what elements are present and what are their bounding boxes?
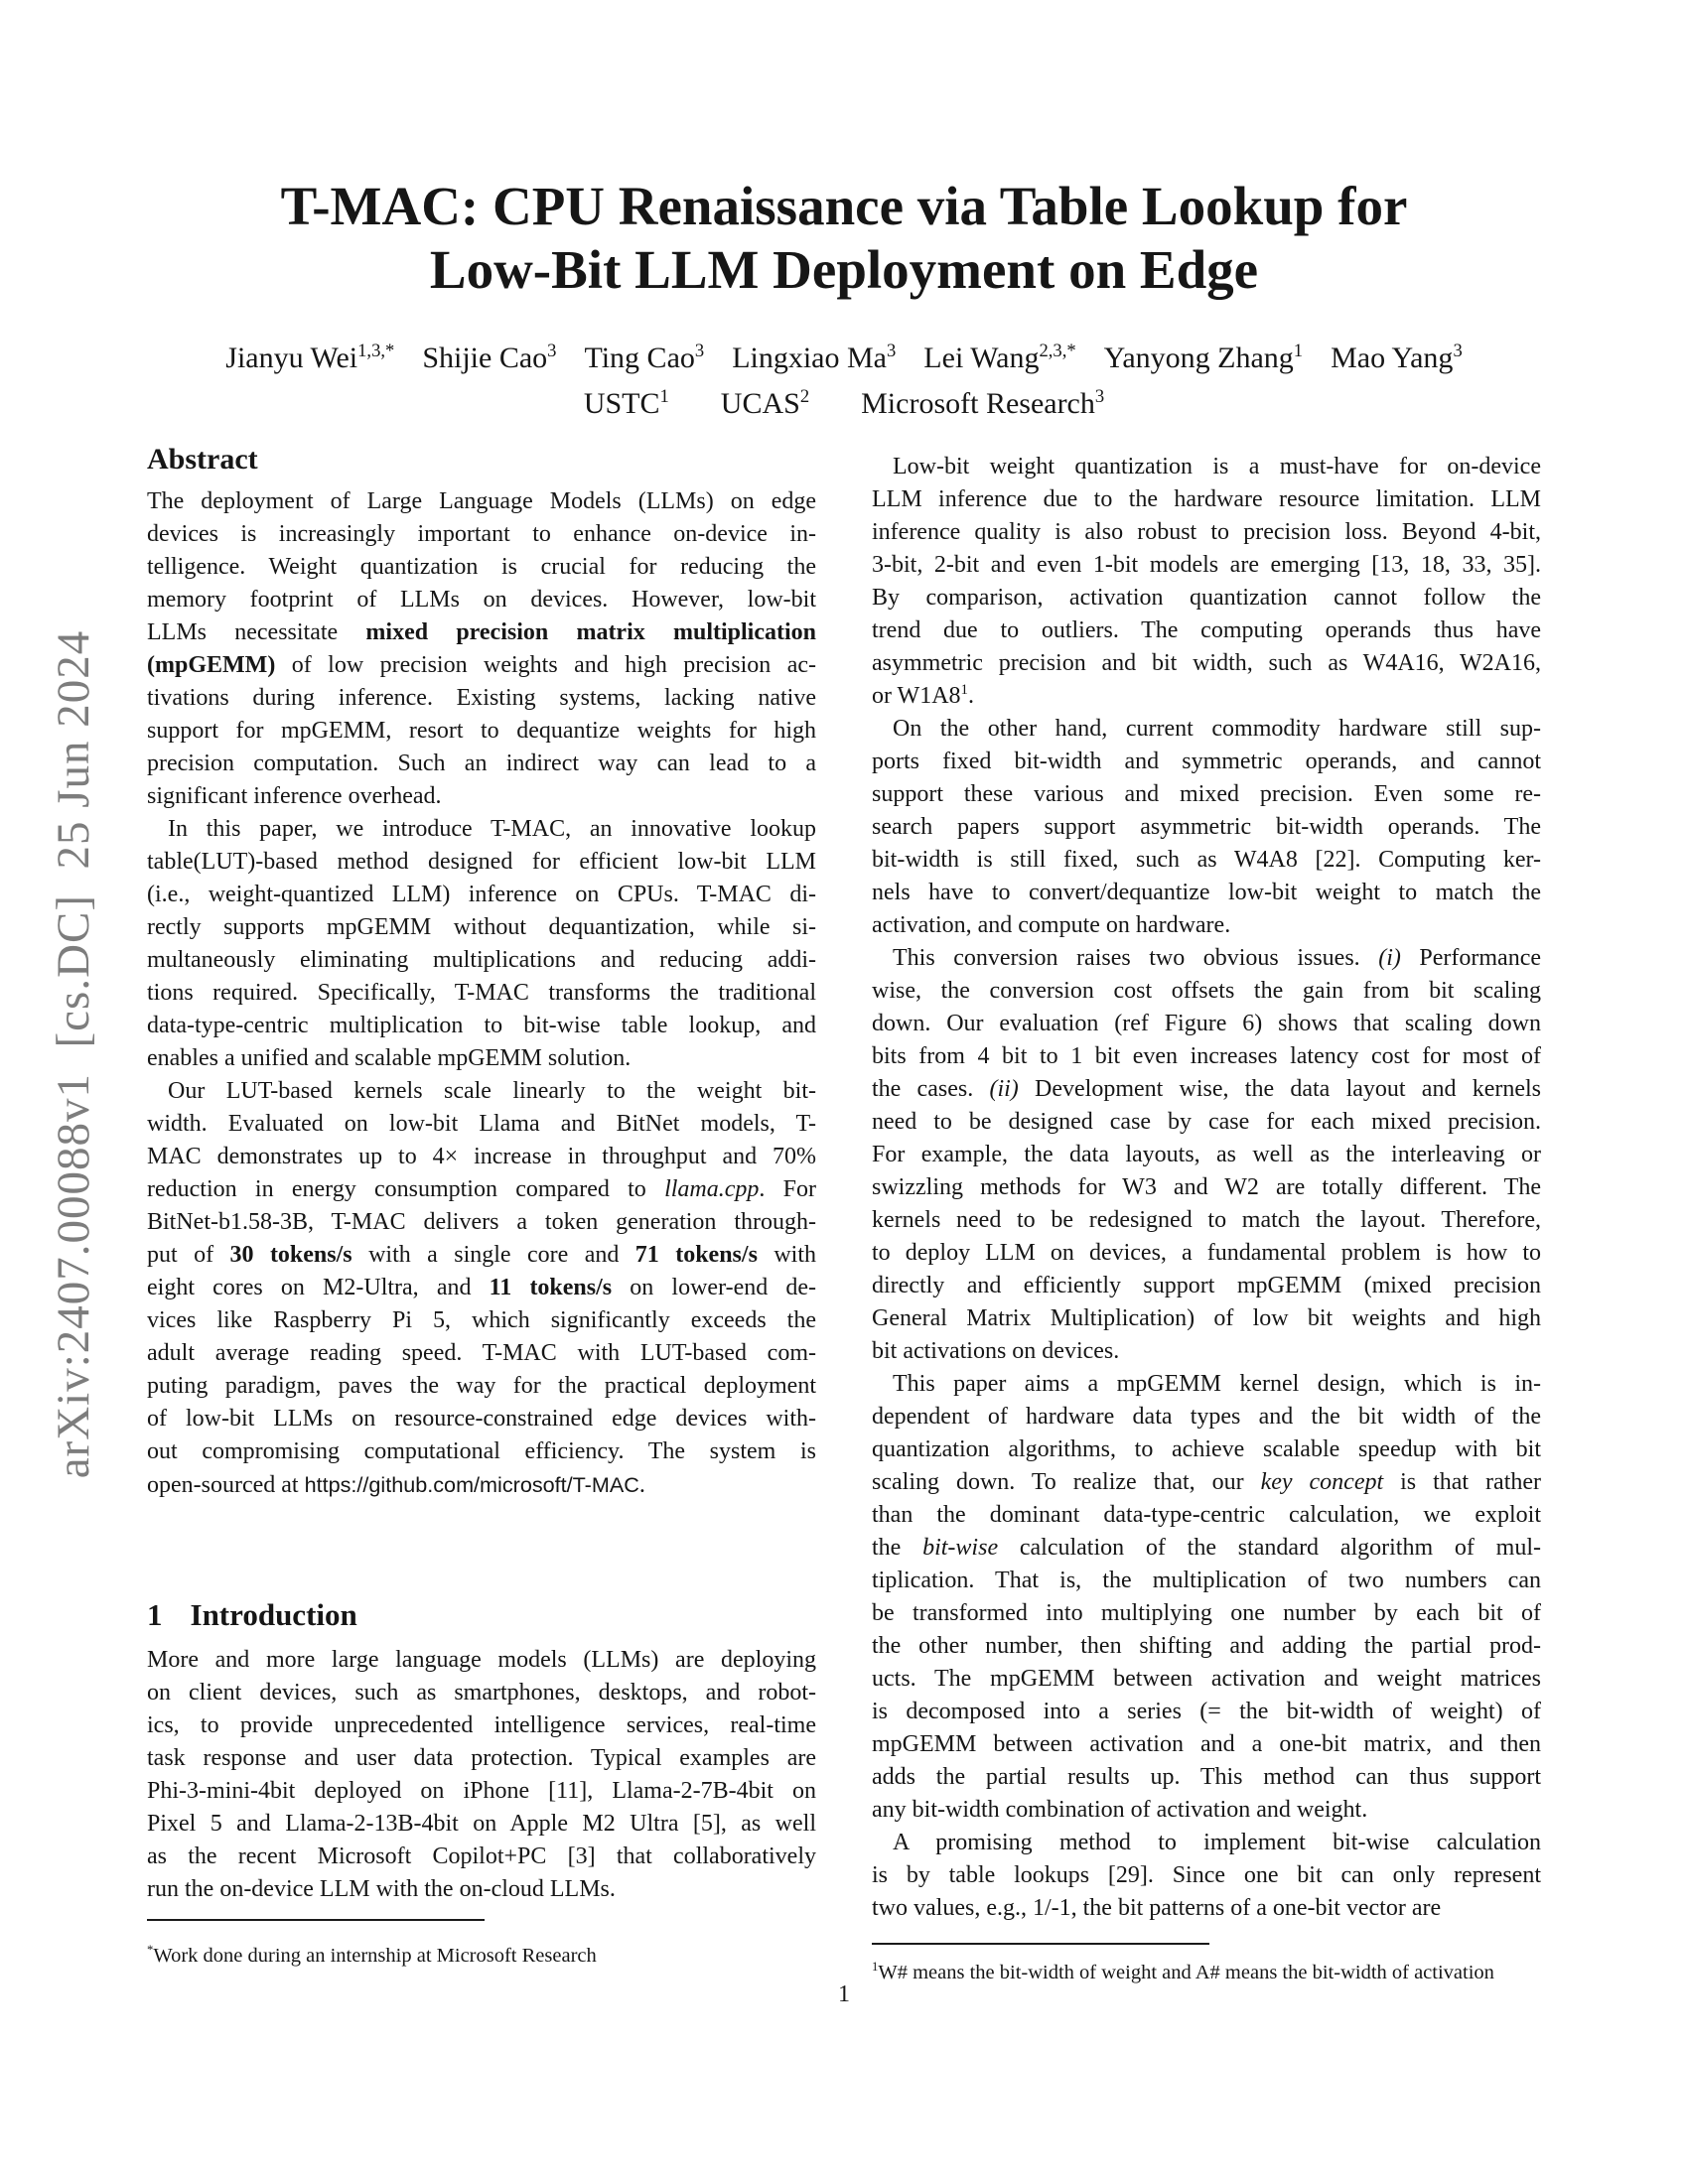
text-line: memory footprint of LLMs on devices. However, low-bit xyxy=(147,587,816,613)
text-line: as the recent Microsoft Copilot+PC [3] that collaboratively xyxy=(147,1843,816,1869)
text-line: adult average reading speed. T-MAC with LUT-based com- xyxy=(147,1340,816,1366)
author: Ting Cao$^3$ xyxy=(584,341,705,374)
text-line: LLM inference due to the hardware resource limitation. LLM xyxy=(872,486,1541,512)
text-line: LLMs necessitate mixed precision matrix multiplication xyxy=(147,619,816,645)
paragraph xyxy=(147,813,816,1075)
text-line: out compromising computational efficiency. The system is xyxy=(147,1438,816,1464)
text-line: wise, the conversion cost offsets the gain from bit scaling xyxy=(872,978,1541,1004)
text-line: enables a unified and scalable mpGEMM solution. xyxy=(147,1045,632,1071)
affiliation: UCAS$^2$ xyxy=(720,386,810,420)
text-line: width. Evaluated on low-bit Llama and BitNet models, T- xyxy=(147,1111,816,1137)
text-line: significant inference overhead. xyxy=(147,783,442,809)
text-line: or $W1A8^1$. xyxy=(872,682,974,709)
text-line: devices is increasingly important to enhance on-device in- xyxy=(147,521,816,547)
affiliation-list xyxy=(0,387,1688,421)
affiliation: Microsoft Research$^3$ xyxy=(861,386,1105,420)
text-line: Low-bit weight quantization is a must-have for on-device xyxy=(893,454,1541,479)
text-line: In this paper, we introduce T-MAC, an innovative lookup xyxy=(168,816,816,842)
paragraph xyxy=(147,485,816,813)
text-line: tivations during inference. Existing systems, lacking native xyxy=(147,685,816,711)
text-line: multaneously eliminating multiplications and reducing addi- xyxy=(147,947,816,973)
paragraph xyxy=(147,1075,816,1502)
text-line: ucts. The mpGEMM between activation and weight matrices xyxy=(872,1666,1541,1692)
title-line: T-MAC: CPU Renaissance via Table Lookup for xyxy=(280,176,1408,236)
author: Jianyu Wei$^{1,3,*}$ xyxy=(225,341,395,374)
text-line: down. Our evaluation (ref Figure 6) shows that scaling down xyxy=(872,1011,1541,1036)
introduction-body xyxy=(147,1644,816,1906)
text-line: BitNet-b1.58-3B, T-MAC delivers a token generation through- xyxy=(147,1209,816,1235)
text-line: On the other hand, current commodity hardware still sup- xyxy=(893,716,1541,742)
text-line: activation, and compute on hardware. xyxy=(872,912,1231,938)
author: Lei Wang$^{2,3,*}$ xyxy=(923,341,1076,374)
right-column-body xyxy=(872,451,1541,1925)
text-line: two values, e.g., 1/-1, the bit patterns of a one-bit vector are xyxy=(872,1895,1442,1921)
text-line: Phi-3-mini-4bit deployed on iPhone [11], Llama-2-7B-4bit on xyxy=(147,1778,816,1804)
footnote-right xyxy=(872,1943,1541,1985)
text-line: scaling down. To realize that, our key concept is that rather xyxy=(872,1469,1542,1495)
text-line: telligence. Weight quantization is crucial for reducing the xyxy=(147,554,816,580)
footnote-rule xyxy=(872,1943,1209,1945)
text-line: ports fixed bit-width and symmetric operands, and cannot xyxy=(872,749,1541,774)
paper-title xyxy=(0,175,1688,302)
footnote-rule xyxy=(147,1919,485,1921)
paragraph xyxy=(872,451,1541,713)
text-line: MAC demonstrates up to 4× increase in throughput and 70% xyxy=(147,1144,816,1169)
footnote-text: *Work done during an internship at Microsoft Research xyxy=(147,1943,597,1967)
text-line: table(LUT)-based method designed for efficient low-bit LLM xyxy=(147,849,816,875)
text-line: tiplication. That is, the multiplication of two numbers can xyxy=(872,1568,1541,1593)
text-line: kernels need to be redesigned to match the layout. Therefore, xyxy=(872,1207,1541,1233)
right-column xyxy=(872,451,1541,1925)
text-line: ics, to provide unprecedented intelligence services, real-time xyxy=(147,1712,816,1738)
text-line: support for mpGEMM, resort to dequantize weights for high xyxy=(147,718,816,744)
text-line: tions required. Specifically, T-MAC transforms the traditional xyxy=(147,980,816,1006)
left-column xyxy=(147,441,816,1906)
text-line: trend due to outliers. The computing operands thus have xyxy=(872,617,1541,643)
text-line: directly and efficiently support mpGEMM (mixed precision xyxy=(872,1273,1541,1298)
text-line: adds the partial results up. This method can thus support xyxy=(872,1764,1541,1790)
text-line: the bit-wise calculation of the standard algorithm of mul- xyxy=(872,1535,1541,1561)
text-line: This conversion raises two obvious issues. (i) Performance xyxy=(893,945,1541,971)
text-line: bit-width is still fixed, such as W4A8 [22]. Computing ker- xyxy=(872,847,1541,873)
text-line: than the dominant data-type-centric calculation, we exploit xyxy=(872,1502,1541,1528)
text-line: Our LUT-based kernels scale linearly to the weight bit- xyxy=(168,1078,816,1104)
author-list xyxy=(0,341,1688,375)
text-line: swizzling methods for W3 and W2 are totally different. The xyxy=(872,1174,1541,1200)
author: Yanyong Zhang$^1$ xyxy=(1103,341,1304,374)
text-line: be transformed into multiplying one number by each bit of xyxy=(872,1600,1541,1626)
text-line: any bit-width combination of activation and weight. xyxy=(872,1797,1368,1823)
text-line: vices like Raspberry Pi 5, which significantly exceeds the xyxy=(147,1307,816,1333)
text-line: is decomposed into a series (= the bit-width of weight) of xyxy=(872,1699,1541,1724)
page-number: 1 xyxy=(838,1981,850,2007)
text-line: need to be designed case by case for each mixed precision. xyxy=(872,1109,1541,1135)
text-line: mpGEMM between activation and a one-bit matrix, and then xyxy=(872,1731,1541,1757)
text-line: For example, the data layouts, as well as the interleaving or xyxy=(872,1142,1541,1167)
footnote-text: $^1$W# means the bit-width of weight and A# means the bit-width of activation xyxy=(872,1960,1494,1983)
text-line: A promising method to implement bit-wise calculation xyxy=(893,1830,1541,1855)
text-line: 3-bit, 2-bit and even 1-bit models are emerging [13, 18, 33, 35]. xyxy=(872,552,1541,578)
author: Shijie Cao$^3$ xyxy=(422,341,557,374)
section-title: Introduction xyxy=(190,1597,357,1632)
section-number: 1 xyxy=(147,1597,163,1632)
text-line: asymmetric precision and bit width, such as W4A16, W2A16, xyxy=(872,650,1541,676)
text-line: By comparison, activation quantization cannot follow the xyxy=(872,585,1541,611)
text-line: search papers support asymmetric bit-width operands. The xyxy=(872,814,1541,840)
text-line: of low-bit LLMs on resource-constrained edge devices with- xyxy=(147,1406,816,1432)
paragraph xyxy=(147,1644,816,1906)
text-line: Pixel 5 and Llama-2-13B-4bit on Apple M2 Ultra [5], as well xyxy=(147,1811,816,1837)
footnote-left xyxy=(147,1919,816,1969)
affiliation: USTC$^1$ xyxy=(583,386,669,420)
text-line: puting paradigm, paves the way for the practical deployment xyxy=(147,1373,816,1399)
text-line: is by table lookups [29]. Since one bit can only represent xyxy=(872,1862,1541,1888)
text-line: General Matrix Multiplication) of low bit weights and high xyxy=(872,1305,1541,1331)
text-line: on client devices, such as smartphones, desktops, and robot- xyxy=(147,1680,816,1706)
text-line: the other number, then shifting and adding the partial prod- xyxy=(872,1633,1541,1659)
text-line: support these various and mixed precision. Even some re- xyxy=(872,781,1541,807)
text-line: task response and user data protection. Typical examples are xyxy=(147,1745,816,1771)
paragraph xyxy=(872,942,1541,1368)
github-link[interactable]: https://github.com/microsoft/T-MAC xyxy=(304,1472,639,1497)
text-line: rectly supports mpGEMM without dequantization, while si- xyxy=(147,914,816,940)
text-line: run the on-device LLM with the on-cloud LLMs. xyxy=(147,1876,616,1902)
arxiv-watermark: arXiv:2407.00088v1 [cs.DC] 25 Jun 2024 xyxy=(48,629,99,1479)
text-line: open-sourced at https://github.com/microsoft/T-MAC. xyxy=(147,1472,645,1498)
text-line: quantization algorithms, to achieve scalable speedup with bit xyxy=(872,1436,1541,1462)
text-line: data-type-centric multiplication to bit-wise table lookup, and xyxy=(147,1013,816,1038)
text-line: (i.e., weight-quantized LLM) inference on CPUs. T-MAC di- xyxy=(147,882,816,907)
text-line: bit activations on devices. xyxy=(872,1338,1120,1364)
text-line: bits from 4 bit to 1 bit even increases latency cost for most of xyxy=(872,1043,1541,1069)
author: Lingxiao Ma$^3$ xyxy=(732,341,897,374)
text-line: More and more large language models (LLMs) are deploying xyxy=(147,1647,816,1673)
text-line: dependent of hardware data types and the bit width of the xyxy=(872,1404,1541,1430)
text-line: (mpGEMM) of low precision weights and high precision ac- xyxy=(147,652,816,678)
paragraph xyxy=(872,1827,1541,1925)
text-line: eight cores on M2-Ultra, and 11 tokens/s on lower-end de- xyxy=(147,1275,817,1300)
title-line: Low-Bit LLM Deployment on Edge xyxy=(429,239,1259,300)
abstract-body xyxy=(147,485,816,1502)
text-line: This paper aims a mpGEMM kernel design, which is in- xyxy=(893,1371,1541,1397)
author: Mao Yang$^3$ xyxy=(1331,341,1463,374)
paragraph xyxy=(872,1368,1541,1827)
text-line: The deployment of Large Language Models (LLMs) on edge xyxy=(147,488,816,514)
text-line: precision computation. Such an indirect way can lead to a xyxy=(147,751,816,776)
text-line: the cases. (ii) Development wise, the data layout and kernels xyxy=(872,1076,1541,1102)
abstract-heading: Abstract xyxy=(147,443,258,476)
text-line: reduction in energy consumption compared to llama.cpp. For xyxy=(147,1176,816,1202)
text-line: put of 30 tokens/s with a single core and 71 tokens/s with xyxy=(147,1242,817,1268)
text-line: to deploy LLM on devices, a fundamental problem is how to xyxy=(872,1240,1541,1266)
text-line: nels have to convert/dequantize low-bit weight to match the xyxy=(872,880,1541,905)
text-line: inference quality is also robust to precision loss. Beyond 4-bit, xyxy=(872,519,1541,545)
section-heading-introduction xyxy=(147,1595,816,1635)
paragraph xyxy=(872,713,1541,942)
